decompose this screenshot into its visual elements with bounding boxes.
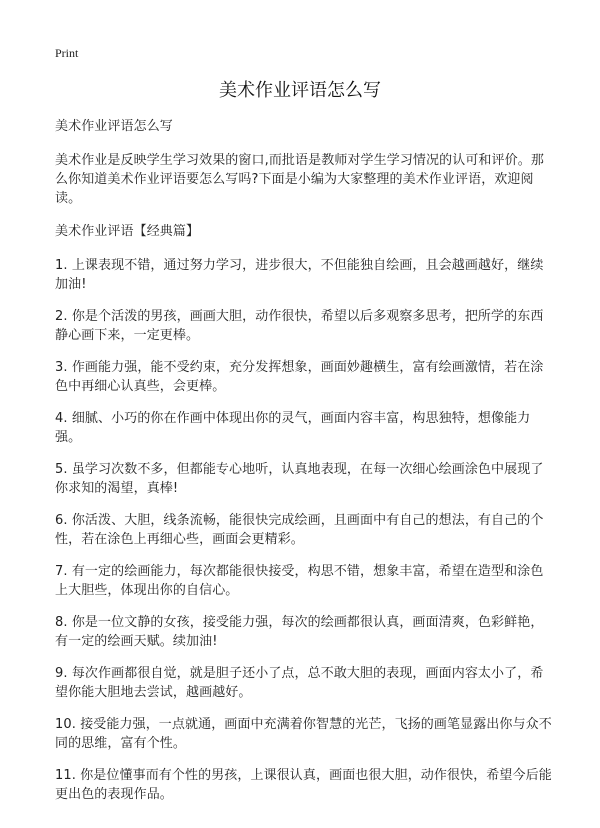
- list-item: 7. 有一定的绘画能力，每次都能很快接受，构思不错，想象丰富，希望在造型和涂色上大胆些，体现出你的自信心。: [55, 564, 544, 598]
- page-title: 美术作业评语怎么写: [219, 80, 381, 101]
- list-item: 10. 接受能力强，一点就通，画面中充满着你智慧的光芒，飞扬的画笔显露出你与众不同的思维，富有个性。: [55, 717, 552, 751]
- list-item: 8. 你是一位文静的女孩，接受能力强，每次的绘画都很认真，画面清爽，色彩鲜艳，有一定的绘画天赋。续加油!: [55, 615, 544, 649]
- list-item: 9. 每次作画都很自觉，就是胆子还小了点，总不敢大胆的表现，画面内容太小了，希望你能大胆地去尝试，越画越好。: [55, 666, 544, 700]
- list-item: 2. 你是个活泼的男孩，画画大胆，动作很快，希望以后多观察多思考，把所学的东西静心画下来，一定更棒。: [55, 309, 544, 343]
- list-item: 1. 上课表现不错，通过努力学习，进步很大，不但能独自绘画，且会越画越好，继续加油!: [55, 258, 544, 292]
- list-item: 4. 细腻、小巧的你在作画中体现出你的灵气，画面内容丰富，构思独特，想像能力强。: [55, 411, 531, 445]
- list-item: 5. 虽学习次数不多，但都能专心地听，认真地表现，在每一次细心绘画涂色中展现了你求知的渴望，真棒!: [55, 462, 544, 496]
- document-body: [55, 117, 555, 817]
- section-heading: 美术作业评语【经典篇】: [55, 224, 200, 239]
- intro-paragraph: 美术作业是反映学生学习效果的窗口,而批语是教师对学生学习情况的认可和评价。那么你知道美术作业评语要怎么写吗?下面是小编为大家整理的美术作业评语，欢迎阅读。: [55, 153, 544, 206]
- document-subtitle: 美术作业评语怎么写: [55, 119, 173, 134]
- print-link[interactable]: Print: [55, 46, 79, 60]
- list-item: 3. 作画能力强，能不受约束，充分发挥想象，画面妙趣横生，富有绘画激情，若在涂色中再细心认真些，会更棒。: [55, 360, 544, 394]
- list-item: 11. 你是位懂事而有个性的男孩，上课很认真，画面也很大胆，动作很快，希望今后能更出色的表现作品。: [55, 768, 552, 802]
- list-item: 6. 你活泼、大胆，线条流畅，能很快完成绘画，且画面中有自己的想法，有自己的个性，若在涂色上再细心些，画面会更精彩。: [55, 513, 544, 547]
